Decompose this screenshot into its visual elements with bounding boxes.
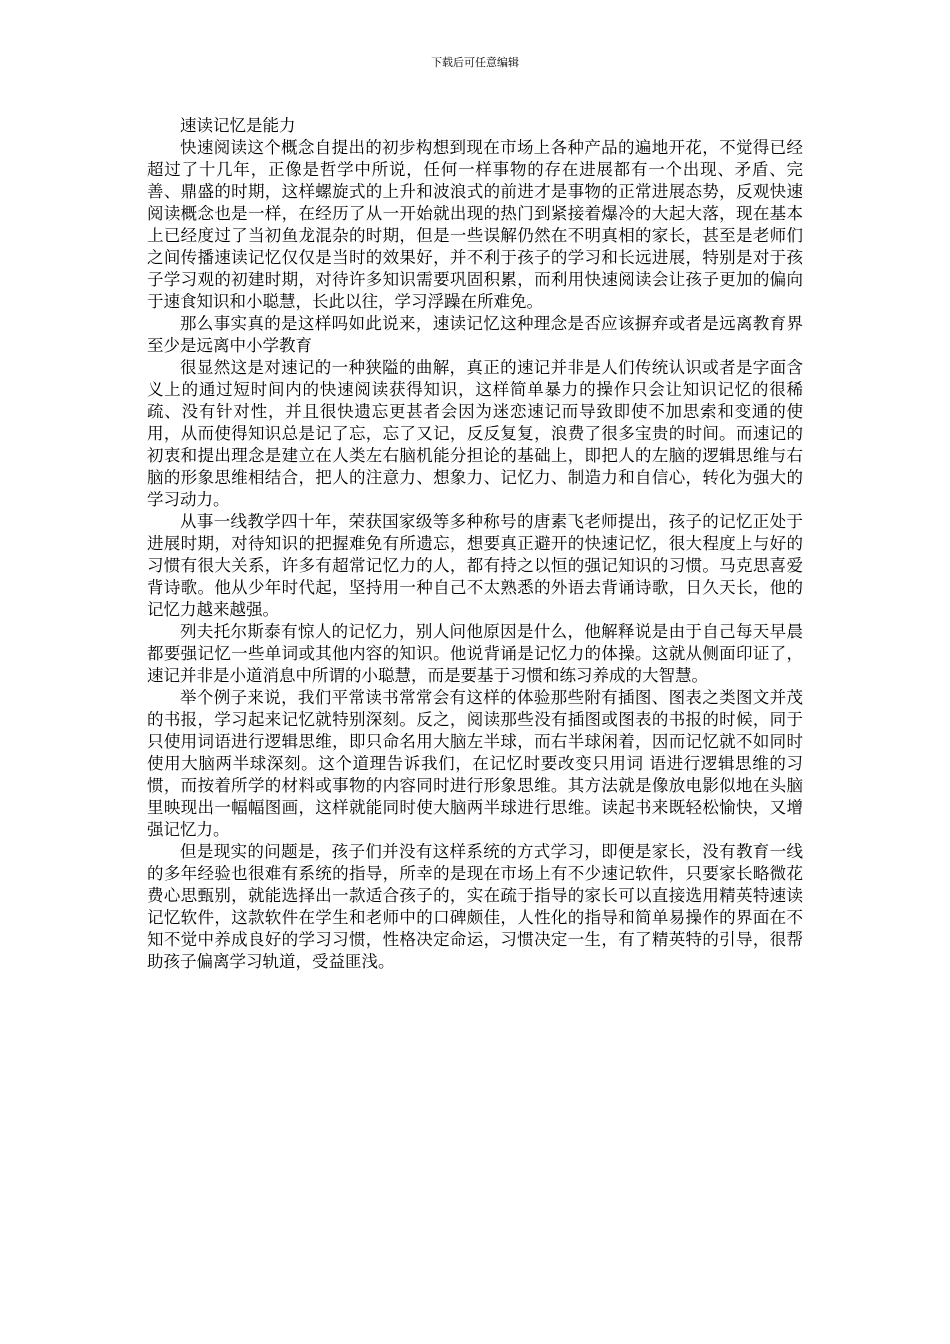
paragraph-2: 那么事实真的是这样吗如此说来，速读记忆这种理念是否应该摒弃或者是远离教育界至少是远离中小学教育 bbox=[147, 314, 803, 355]
paragraph-1: 快速阅读这个概念自提出的初步构想到现在市场上各种产品的遍地开花，不觉得已经超过了十几年，正像是哲学中所说，任何一样事物的存在进展都有一个出现、矛盾、完善、鼎盛的时期，这样螺旋式的上升和波浪式的前进才是事物的正常进展态势，反观快速阅读概念也是一样，在经历了从一开始就出现的热门到紧接着爆冷的大起大落，现在基本上已经度过了当初鱼龙混杂的时期，但是一些误解仍然在不明真相的家长，甚至是老师们之间传播速读记忆仅仅是当时的效果好，并不利于孩子的学习和长远进展，特别是对于孩子学习观的初建时期，对待许多知识需要巩固积累，而利用快速阅读会让孩子更加的偏向于速食知识和小聪慧，长此以往，学习浮躁在所难免。 bbox=[147, 138, 803, 311]
paragraph-6: 举个例子来说，我们平常读书常常会有这样的体验那些附有插图、图表之类图文并茂的书报，学习起来记忆就特别深刻。反之，阅读那些没有插图或图表的书报的时候，同于只使用词语进行逻辑思维，即只命名用大脑左半球，而右半球闲着，因而记忆就不如同时使用大脑两半球深刻。这个道理告诉我们，在记忆时要改变只用词 语进行逻辑思维的习惯，而按着所学的材料或事物的内容同时进行形象思维。其方法就是像放电影似地在头脑里映现出一幅幅图画，这样就能同时使大脑两半球进行思维。读起书来既轻松愉快，又增强记忆力。 bbox=[147, 688, 803, 839]
page-header-note: 下载后可任意编辑 bbox=[431, 56, 519, 69]
article-body bbox=[147, 115, 803, 973]
paragraph-4: 从事一线教学四十年，荣获国家级等多种称号的唐素飞老师提出，孩子的记忆正处于进展时期，对待知识的把握难免有所遗忘，想要真正避开的快速记忆，很大程度上与好的习惯有很大关系，许多有超常记忆力的人，都有持之以恒的强记知识的习惯。马克思喜爱背诗歌。他从少年时代起，坚持用一种自己不太熟悉的外语去背诵诗歌，日久天长，他的记忆力越来越强。 bbox=[147, 512, 803, 619]
paragraph-5: 列夫托尔斯泰有惊人的记忆力，别人问他原因是什么，他解释说是由于自己每天早晨都要强记忆一些单词或其他内容的知识。他说背诵是记忆力的体操。这就从侧面印证了，速记并非是小道消息中所谓的小聪慧，而是要基于习惯和练习养成的大智慧。 bbox=[147, 622, 803, 685]
article-title: 速读记忆是能力 bbox=[180, 116, 296, 135]
paragraph-7: 但是现实的问题是，孩子们并没有这样系统的方式学习，即便是家长，没有教育一线的多年经验也很难有系统的指导，所幸的是现在市场上有不少速记软件，只要家长略微花费心思甄别，就能选择出一款适合孩子的，实在疏于指导的家长可以直接选用精英特速读记忆软件，这款软件在学生和老师中的口碑颇佳，人性化的指导和简单易操作的界面在不知不觉中养成良好的学习习惯，性格决定命运，习惯决定一生，有了精英特的引导，很帮助孩子偏离学习轨道，受益匪浅。 bbox=[147, 842, 803, 971]
paragraph-3: 很显然这是对速记的一种狭隘的曲解，真正的速记并非是人们传统认识或者是字面含义上的通过短时间内的快速阅读获得知识，这样简单暴力的操作只会让知识记忆的很稀疏、没有针对性，并且很快遗忘更甚者会因为迷恋速记而导致即使不加思索和变通的使用，从而使得知识总是记了忘，忘了又记，反反复复，浪费了很多宝贵的时间。而速记的初衷和提出理念是建立在人类左右脑机能分担论的基础上，即把人的左脑的逻辑思维与右脑的形象思维相结合，把人的注意力、想象力、记忆力、制造力和自信心，转化为强大的学习动力。 bbox=[147, 358, 803, 509]
